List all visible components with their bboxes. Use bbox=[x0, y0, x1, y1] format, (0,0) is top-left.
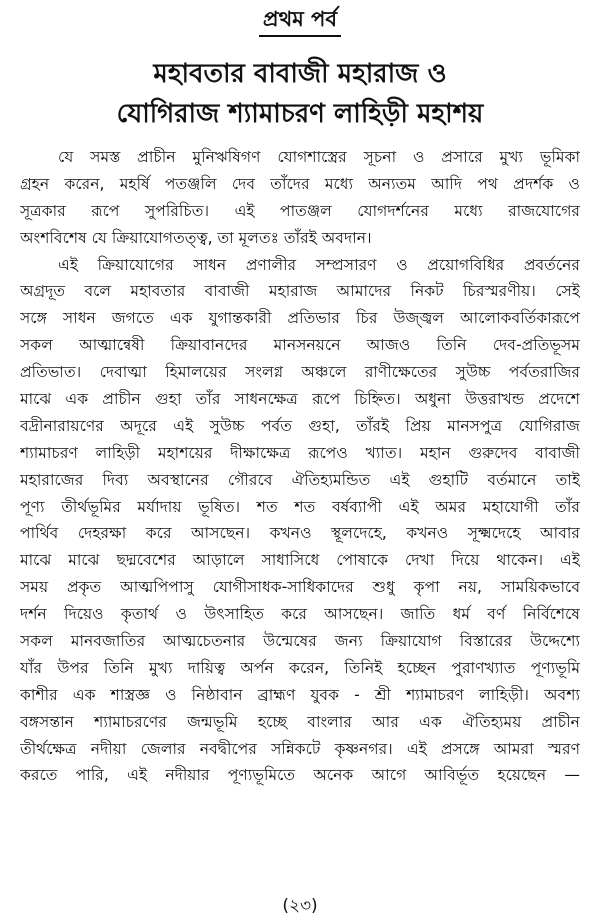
chapter-title-line-2: যোগিরাজ শ্যামাচরণ লাহিড়ী মহাশয় bbox=[116, 99, 484, 129]
text-line: মাঝে মাঝে ছদ্মবেশের আড়ালে সাধাসিধে পোষাকে দেখা দিয়ে থাকেন। এই bbox=[20, 551, 580, 570]
text-line: শ্যামাচরণ লাহিড়ী মহাশয়ের দীক্ষাক্ষেত্র রূপেও খ্যাত। মহান গুরুদেব বাবাজী bbox=[20, 443, 580, 462]
text-line: সময় প্রকৃত আত্মপিপাসু যোগীসাধক-সাধিকাদের শুধু কৃপা নয়, সাময়িকভাবে bbox=[20, 578, 580, 597]
section-title-text: প্রথম পর্ব bbox=[259, 4, 341, 37]
text-line: মাঝে এক প্রাচীন গুহা তাঁর সাধনক্ষেত্র রূপে চিহ্নিত। অধুনা উত্তরাখন্ড প্রদেশে bbox=[20, 390, 580, 409]
text-line: দর্শন দিয়েও কৃতার্থ ও উৎসাহিত করে আসছেন। জাতি ধর্ম বর্ণ নির্বিশেষে bbox=[20, 605, 580, 624]
text-line: প্রতিভাত। দেবাত্মা হিমালয়ের সংলগ্ন অঞ্চলে রাণীক্ষেতের সুউচ্চ পর্বতরাজির bbox=[20, 363, 580, 382]
text-line: বঙ্গসন্তান শ্যামাচরণের জন্মভূমি হচ্ছে বাংলার আর এক ঐতিহ্যময় প্রাচীন bbox=[20, 712, 580, 731]
text-line: কাশীর এক শাস্ত্রজ্ঞ ও নিষ্ঠাবান ব্রাহ্মণ যুবক - শ্রী শ্যামাচরণ লাহিড়ী। অবশ্য bbox=[20, 685, 580, 704]
text-line: সঙ্গে সাধন জগতে এক যুগান্তকারী প্রতিভার চির উজ্জ্বল আলোকবর্তিকারূপে bbox=[20, 309, 580, 328]
text-line: গ্রহন করেন, মহর্ষি পতঞ্জলি দেব তাঁদের মধ্যে অন্যতম আদি পথ প্রদর্শক ও bbox=[20, 174, 580, 193]
text-line: করতে পারি, এই নদীয়ার পূণ্যভূমিতে অনেক আগে আবির্ভূত হয়েছেন — bbox=[20, 766, 580, 785]
text-line: তীর্থক্ষেত্র নদীয়া জেলার নবদ্বীপের সন্নিকটে কৃষ্ণনগর। এই প্রসঙ্গে আমরা স্মরণ bbox=[20, 739, 580, 758]
text-line: পূণ্য তীর্থভূমির মর্যাদায় ভূষিত। শত শত বর্ষব্যাপী এই অমর মহাযোগী তাঁর bbox=[20, 497, 580, 516]
text-line: যাঁর উপর তিনি মুখ্য দায়িত্ব অর্পন করেন, তিনিই হচ্ছেন পুরাণখ্যাত পূণ্যভূমি bbox=[20, 658, 580, 677]
page-number: (২৩) bbox=[282, 896, 318, 916]
text-line: পার্থিব দেহরক্ষা করে আসছেন। কখনও স্থূলদেহে, কখনও সূক্ষ্মদেহে আবার bbox=[20, 524, 580, 543]
text-line: এই ক্রিয়াযোগের সাধন প্রণালীর সম্প্রসারণ ও প্রয়োগবিধির প্রবর্তনের bbox=[58, 255, 580, 274]
text-line: অংশবিশেষ যে ক্রিয়াযোগতত্ত্ব, তা মূলতঃ তাঁরই অবদান। bbox=[20, 228, 372, 247]
text-line: সকল মানবজাতির আত্মচেতনার উন্মেষের জন্য ক্রিয়াযোগ বিস্তারের উদ্দেশ্যে bbox=[20, 632, 580, 651]
text-line: অগ্রদূত বলে মহাবতার বাবাজী মহারাজ আমাদের নিকট চিরস্মরণীয়। সেই bbox=[20, 282, 580, 301]
text-line: বদ্রীনারায়ণের অদূরে এই সুউচ্চ পর্বত গুহা, তাঁরই প্রিয় মানসপুত্র যোগিরাজ bbox=[20, 416, 580, 435]
chapter-title-line-1: মহাবতার বাবাজী মহারাজ ও bbox=[153, 59, 447, 89]
text-line: যে সমস্ত প্রাচীন মুনিঋষিগণ যোগশাস্ত্রের সূচনা ও প্রসারে মুখ্য ভূমিকা bbox=[58, 148, 580, 166]
text-line: সকল আত্মান্বেষী ক্রিয়াবানদের মানসনয়নে আজও তিনি দেব-প্রতিভূসম bbox=[20, 336, 580, 355]
section-title bbox=[0, 4, 600, 37]
text-line: মহারাজের দিব্য অবস্থানের গৌরবে ঐতিহ্যমন্ডিত এই গুহাটি বর্তমানে তাই bbox=[20, 470, 580, 489]
body-text bbox=[20, 144, 580, 789]
text-line: সূত্রকার রূপে সুপরিচিত। এই পাতঞ্জল যোগদর্শনের মধ্যে রাজযোগের bbox=[20, 201, 580, 220]
